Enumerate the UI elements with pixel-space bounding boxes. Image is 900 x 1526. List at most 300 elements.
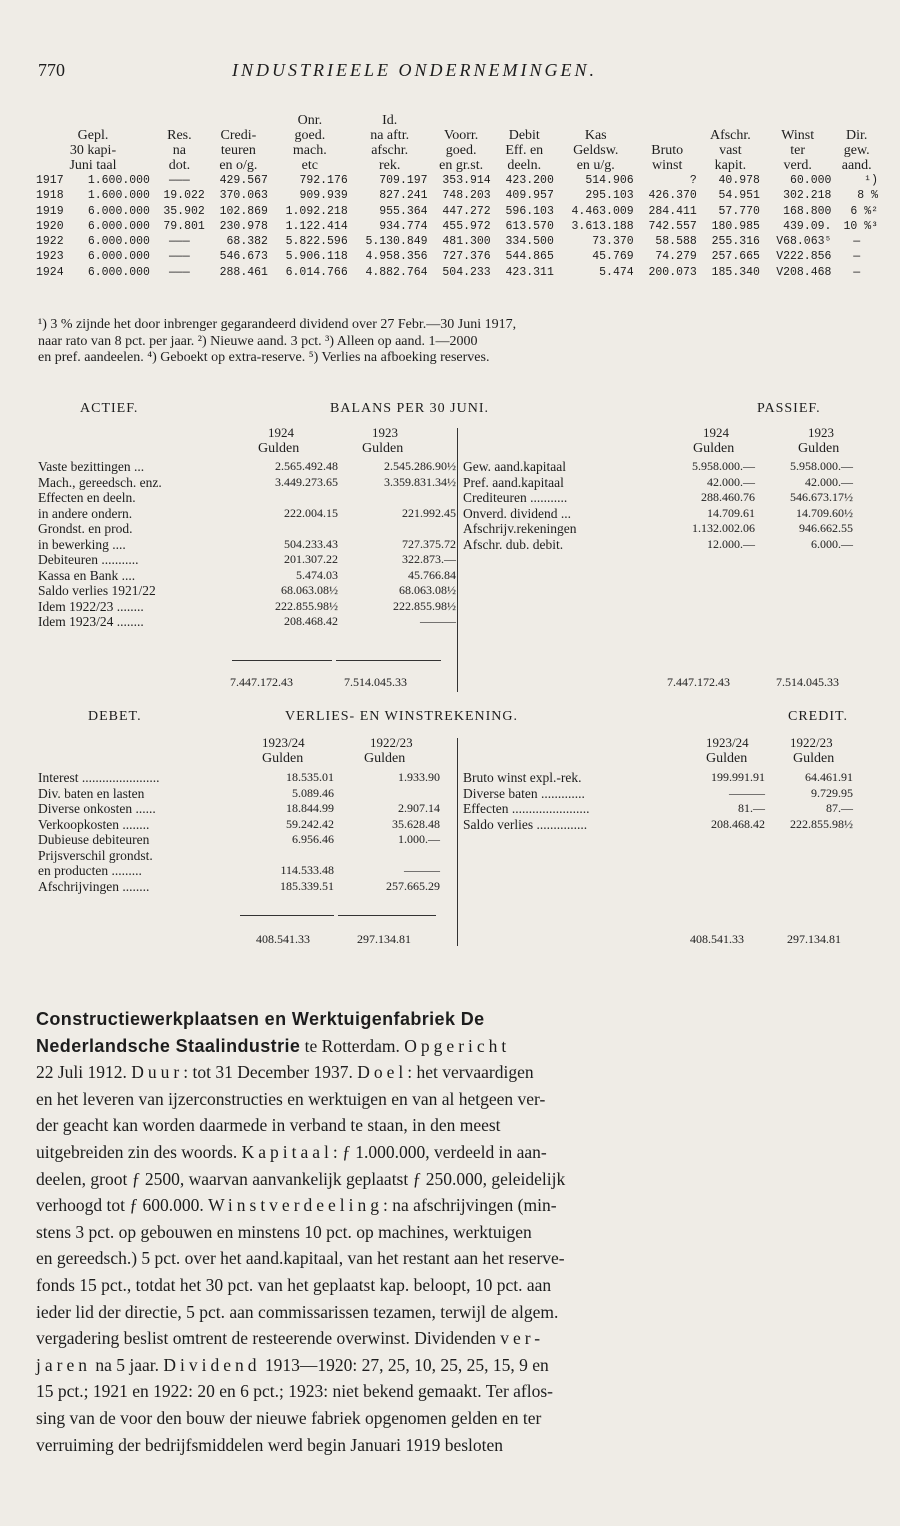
actief-row — [38, 475, 458, 491]
stats-value-cell: 370.063 — [219, 189, 268, 203]
credit-label: Effecten ....................... — [463, 801, 590, 816]
credit-value: 87.— — [826, 801, 853, 815]
stats-value-cell: V222.856 — [776, 250, 832, 264]
stats-header-cell: dot. — [168, 158, 191, 173]
actief-row — [38, 506, 458, 522]
debet-value: 18.844.99 — [286, 801, 334, 815]
debet-row — [38, 817, 458, 833]
footnotes — [38, 317, 878, 367]
stats-header-cell: goed. — [445, 143, 477, 158]
stats-value-cell: 6 %² — [850, 204, 878, 218]
credit-row — [463, 801, 853, 817]
pl-currency: Gulden — [262, 751, 304, 766]
debet-value: 1.933.90 — [398, 770, 440, 784]
actief-value: 68.063.08½ — [399, 583, 456, 597]
stats-header-cell: rek. — [378, 158, 401, 173]
stats-value-cell: 827.241 — [379, 189, 428, 203]
stats-value-cell: 302.218 — [783, 189, 832, 203]
stats-header-cell: Winst — [781, 128, 815, 143]
stats-header-cell: Voorr. — [443, 128, 479, 143]
stats-header-cell: aand. — [841, 158, 872, 173]
passief-value: 42.000.— — [707, 474, 755, 489]
pl-title: VERLIES- EN WINSTREKENING. — [285, 709, 518, 724]
balance-currency: Gulden — [258, 441, 300, 456]
stats-header-cell — [152, 113, 207, 128]
passief-label: Onverd. dividend ... — [463, 505, 571, 521]
stats-header-cell: Afschr. — [709, 128, 751, 143]
credit-label: Saldo verlies ............... — [463, 816, 588, 832]
balance-currency: Gulden — [362, 441, 404, 456]
balance-year-1924-right: 1924 — [703, 425, 729, 440]
debet-row — [38, 786, 458, 802]
actief-value: 208.468.42 — [284, 614, 338, 628]
stats-value-cell: 514.906 — [585, 174, 634, 187]
credit-row — [463, 786, 853, 802]
stats-header-cell — [556, 113, 636, 128]
rule — [240, 915, 334, 916]
passief-value: 14.709.61 — [707, 505, 755, 520]
credit-value: 64.461.91 — [805, 770, 853, 784]
stats-value-cell: — — [853, 250, 861, 264]
stats-value-cell: — — [853, 265, 861, 279]
passief-row — [463, 521, 853, 537]
stats-value-cell: 504.233 — [442, 265, 491, 279]
actief-label: Idem 1923/24 ........ — [38, 614, 144, 629]
stats-year-cell: 1917 — [36, 174, 64, 187]
stats-header-cell: en gr.st. — [439, 158, 484, 173]
stats-header-cell: en o/g. — [219, 158, 258, 173]
passief-list — [463, 459, 853, 552]
stats-header-cell — [833, 113, 880, 128]
passief-value: 1.132.002.06 — [692, 521, 755, 535]
stats-year-cell: 1924 — [36, 265, 64, 279]
credit-label: Bruto winst expl.-rek. — [463, 770, 582, 785]
actief-row — [38, 583, 458, 599]
stats-value-cell: 1.092.218 — [285, 204, 348, 218]
stats-header-cell: Credi- — [220, 128, 257, 143]
credit-value: 9.729.95 — [811, 785, 853, 800]
actief-value: 322.873.— — [402, 552, 456, 566]
stats-header-cell: verd. — [783, 158, 812, 173]
stats-header-cell: winst — [652, 158, 683, 173]
actief-row — [38, 568, 458, 584]
passief-row — [463, 506, 853, 522]
debet-row — [38, 848, 458, 864]
stats-header-cell: Onr. — [297, 113, 323, 128]
entry-line: fonds 15 pct., totdat het 30 pct. van het geplaatst kap. beloopt, 10 pct. aan — [36, 1274, 552, 1295]
stats-header-cell: Kas — [584, 128, 607, 143]
debet-label: Interest ....................... — [38, 770, 160, 785]
stats-value-cell: 439.09. — [783, 219, 832, 233]
stats-value-cell: 35.902 — [163, 204, 205, 218]
stats-value-cell: 295.103 — [585, 189, 634, 203]
company-name: Constructiewerkplaatsen en Werktuigenfabriek De — [36, 1009, 485, 1029]
actief-value: 201.307.22 — [284, 552, 338, 566]
debet-value: 18.535.01 — [286, 770, 334, 784]
stats-value-cell: 68.382 — [226, 235, 268, 249]
stats-value-cell: 423.200 — [505, 174, 554, 187]
debet-value: 185.339.51 — [280, 878, 334, 893]
actief-row — [38, 552, 458, 568]
stats-value-cell: 185.340 — [711, 265, 760, 279]
statistics-table — [34, 113, 880, 280]
footnote-line: naar rato van 8 pct. per jaar. ²) Nieuwe aand. 3 pct. ³) Alleen op aand. 1—2000 — [38, 333, 478, 349]
passief-value: 946.662.55 — [799, 521, 853, 535]
stats-header-cell: Juni taal — [69, 158, 117, 173]
stats-value-cell: 447.272 — [442, 204, 491, 218]
debet-row — [38, 801, 458, 817]
stats-header-cell — [34, 113, 152, 128]
stats-value-cell: 742.557 — [648, 219, 697, 233]
debet-list — [38, 770, 458, 894]
passief-value: 6.000.— — [811, 536, 853, 551]
actief-label: Debiteuren ........... — [38, 552, 139, 567]
stats-value-cell: 429.567 — [219, 174, 268, 187]
actief-value: 221.992.45 — [402, 505, 456, 520]
stats-year-cell: 1920 — [36, 219, 64, 233]
stats-header-cell: na aftr. — [370, 128, 410, 143]
pl-year-1922-23: 1922/23 — [370, 735, 413, 750]
credit-total-1923-24: 408.541.33 — [690, 932, 744, 946]
passief-value: 288.460.76 — [701, 490, 755, 504]
stats-value-cell: 5.906.118 — [285, 250, 348, 264]
footnote-line: en pref. aandeelen. ⁴) Geboekt op extra-reserve. ⁵) Verlies na afboeking reserves. — [38, 350, 490, 365]
stats-value-cell: 613.570 — [505, 219, 554, 233]
actief-row — [38, 521, 458, 537]
passief-value: 14.709.60½ — [796, 505, 853, 520]
actief-value: ——— — [420, 614, 456, 628]
stats-value-cell: 5.822.596 — [285, 235, 348, 249]
entry-line: jaren na 5 jaar. Dividend 1913—1920: 27, 25, 10, 25, 25, 15, 9 en — [36, 1354, 549, 1375]
actief-row — [38, 537, 458, 553]
stats-value-cell: 934.774 — [379, 219, 428, 233]
footnote-line: ¹) 3 % zijnde het door inbrenger gegarandeerd dividend over 27 Febr.—30 Juni 1917, — [38, 317, 517, 332]
entry-line: der geacht kan worden daarmede in verband te staan, in den meest — [36, 1115, 501, 1136]
stats-row — [34, 219, 880, 234]
stats-year-cell: 1923 — [36, 250, 64, 264]
passief-row — [463, 459, 853, 475]
stats-header-cell: Eff. en — [505, 143, 544, 158]
entry-line: 15 pct.; 1921 en 1922: 20 en 6 pct.; 1923: niet bekend gemaakt. Ter aflos- — [36, 1381, 554, 1402]
stats-value-cell: 423.311 — [505, 265, 554, 279]
entry-line: ieder lid der directie, 5 pct. aan commissarissen tezamen, terwijl de algem. — [36, 1301, 559, 1322]
actief-total-1924: 7.447.172.43 — [230, 675, 293, 689]
actief-value: 222.004.15 — [284, 505, 338, 520]
stats-header-cell: en u/g. — [576, 158, 615, 173]
entry-line: stens 3 pct. op gebouwen en minstens 10 pct. op machines, werktuigen — [36, 1221, 532, 1242]
stats-value-cell: 6.000.000 — [87, 265, 150, 279]
balance-year-1924: 1924 — [268, 425, 294, 440]
stats-header-cell: Geldsw. — [573, 143, 619, 158]
stats-header-cell: vast — [719, 143, 742, 158]
stats-value-cell: 1.600.000 — [87, 189, 150, 203]
balance-title: BALANS PER 30 JUNI. — [330, 401, 490, 416]
debet-total-1922-23: 297.134.81 — [357, 932, 411, 946]
stats-row — [34, 173, 880, 188]
stats-value-cell: 909.939 — [299, 189, 348, 203]
balance-year-1923-right: 1923 — [808, 425, 834, 440]
stats-header-cell: kapit. — [714, 158, 747, 173]
stats-value-cell: 4.463.009 — [571, 204, 634, 218]
actief-row — [38, 599, 458, 615]
passief-label: Gew. aand.kapitaal — [463, 459, 566, 474]
actief-label: Saldo verlies 1921/22 — [38, 583, 156, 598]
balance-year-1923: 1923 — [372, 425, 398, 440]
stats-year-cell: 1919 — [36, 204, 64, 218]
stats-value-cell: 255.316 — [711, 235, 760, 249]
actief-row — [38, 490, 458, 506]
stats-value-cell: 102.869 — [219, 204, 268, 218]
stats-value-cell: 73.370 — [592, 235, 634, 249]
stats-value-cell: 4.882.764 — [365, 265, 428, 279]
rule — [232, 660, 332, 661]
stats-value-cell: 5.474 — [599, 265, 634, 279]
entry-line: verhoogd tot ƒ 600.000. Winstverdeeling: na afschrijvingen (min- — [36, 1195, 557, 1216]
stats-value-cell: V68.063⁵ — [776, 235, 832, 249]
stats-header-cell — [699, 113, 762, 128]
stats-value-cell: 79.801 — [163, 219, 205, 233]
stats-value-cell: 596.103 — [505, 204, 554, 218]
stats-value-cell: 288.461 — [219, 265, 268, 279]
passief-title: PASSIEF. — [757, 401, 821, 416]
debet-row — [38, 770, 458, 786]
stats-value-cell: ¹) — [864, 174, 878, 187]
stats-value-cell: 1.122.414 — [285, 219, 348, 233]
actief-value: 45.766.84 — [408, 567, 456, 582]
pl-currency: Gulden — [706, 751, 748, 766]
actief-value: 2.545.286.90½ — [384, 459, 456, 473]
debet-value: 59.242.42 — [286, 816, 334, 831]
stats-value-cell: 546.673 — [219, 250, 268, 264]
actief-value: 3.449.273.65 — [275, 474, 338, 489]
passief-value: 42.000.— — [805, 474, 853, 489]
stats-value-cell: ——— — [169, 265, 190, 279]
stats-value-cell: 455.972 — [442, 219, 491, 233]
entry-line: deelen, groot ƒ 2500, waarvan aanvankelijk geplaatst ƒ 250.000, geleidelijk — [36, 1168, 566, 1189]
credit-label: Diverse baten ............. — [463, 785, 585, 801]
stats-value-cell: 748.203 — [442, 189, 491, 203]
debet-value: 6.956.46 — [292, 832, 334, 846]
stats-value-cell: 230.978 — [219, 219, 268, 233]
debet-value: 2.907.14 — [398, 801, 440, 815]
actief-value: 3.359.831.34½ — [384, 474, 456, 489]
passief-label: Crediteuren ........... — [463, 490, 568, 505]
stats-header-cell: etc — [301, 158, 318, 173]
credit-value: 208.468.42 — [711, 816, 765, 831]
stats-header-cell: mach. — [292, 143, 327, 158]
stats-value-cell: 257.665 — [711, 250, 760, 264]
page-number: 770 — [38, 60, 65, 80]
balance-currency: Gulden — [693, 441, 735, 456]
credit-value: 199.991.91 — [711, 770, 765, 784]
debet-label: Verkoopkosten ........ — [38, 816, 150, 832]
stats-value-cell: 45.769 — [592, 250, 634, 264]
actief-label: in andere ondern. — [38, 505, 133, 521]
stats-value-cell: — — [853, 235, 861, 249]
stats-header-cell: Dir. — [846, 128, 868, 143]
stats-row — [34, 249, 880, 264]
debet-value: ——— — [404, 863, 440, 877]
stats-value-cell: 6.000.000 — [87, 219, 150, 233]
stats-value-cell: 58.588 — [655, 235, 697, 249]
debet-row — [38, 879, 458, 895]
stats-value-cell: 6.000.000 — [87, 250, 150, 264]
stats-header-cell: Bruto — [651, 143, 684, 158]
stats-value-cell: 481.300 — [442, 235, 491, 249]
debet-label: Div. baten en lasten — [38, 785, 145, 801]
stats-header-cell — [207, 113, 270, 128]
stats-value-cell: ——— — [169, 174, 190, 187]
stats-value-cell: 426.370 — [648, 189, 697, 203]
stats-value-cell: 6.000.000 — [87, 204, 150, 218]
stats-value-cell: 284.411 — [648, 204, 697, 218]
debet-title: DEBET. — [88, 709, 142, 724]
debet-label: Afschrijvingen ........ — [38, 878, 150, 894]
entry-line: vergadering beslist omtrent de resteerende overwinst. Dividenden ver- — [36, 1328, 545, 1349]
actief-label: Mach., gereedsch. enz. — [38, 474, 162, 490]
passief-row — [463, 475, 853, 491]
entry-line: uitgebreiden zin des woords. Kapitaal: ƒ 1.000.000, verdeeld in aan- — [36, 1141, 547, 1162]
passief-row — [463, 537, 853, 553]
pl-currency: Gulden — [364, 751, 406, 766]
stats-value-cell: ——— — [169, 250, 190, 264]
stats-header-cell: Id. — [382, 113, 398, 128]
entry-line: verruiming der bedrijfsmiddelen werd begin Januari 1919 besloten — [36, 1434, 504, 1455]
actief-label: Effecten en deeln. — [38, 490, 136, 505]
credit-row — [463, 770, 853, 786]
debet-label: Prijsverschil grondst. — [38, 847, 153, 863]
stats-value-cell: 3.613.188 — [571, 219, 634, 233]
stats-value-cell: 54.951 — [718, 189, 760, 203]
stats-header-cell — [493, 113, 556, 128]
stats-value-cell: 1.600.000 — [87, 174, 150, 187]
stats-value-cell: 544.865 — [505, 250, 554, 264]
actief-row — [38, 459, 458, 475]
actief-row — [38, 614, 458, 630]
stats-header-row — [34, 128, 880, 143]
rule — [336, 660, 441, 661]
passief-value: 5.958.000.— — [790, 459, 853, 473]
rule — [338, 915, 436, 916]
stats-header-row — [34, 158, 880, 173]
actief-label: in bewerking .... — [38, 536, 126, 552]
stats-year-cell: 1918 — [36, 189, 64, 203]
stats-value-cell: 709.197 — [379, 174, 428, 187]
stats-header-cell: gew. — [843, 143, 870, 158]
stats-value-cell: 168.800 — [783, 204, 832, 218]
passief-label: Pref. aand.kapitaal — [463, 474, 564, 490]
credit-value: 81.— — [738, 801, 765, 815]
entry-line: 22 Juli 1912. Duur: tot 31 December 1937. Doel: het vervaardigen — [36, 1062, 534, 1083]
stats-row — [34, 204, 880, 219]
stats-value-cell: 409.957 — [505, 189, 554, 203]
debet-value: 35.628.48 — [392, 816, 440, 831]
passief-label: Afschrijv.rekeningen — [463, 521, 577, 536]
stats-header-cell: Res. — [167, 128, 192, 143]
stats-value-cell: 8 % — [857, 189, 878, 203]
entry-line: en het leveren van ijzerconstructies en werktuigen en van al hetgeen ver- — [36, 1088, 546, 1109]
passief-value: 12.000.— — [707, 536, 755, 551]
debet-label: en producten ......... — [38, 863, 142, 878]
actief-label: Vaste bezittingen ... — [38, 459, 145, 474]
passief-label: Afschr. dub. debit. — [463, 536, 564, 552]
debet-label: Dubieuse debiteuren — [38, 832, 150, 847]
actief-value: 504.233.43 — [284, 536, 338, 551]
actief-value: 2.565.492.48 — [275, 459, 338, 473]
stats-value-cell: 40.978 — [718, 174, 760, 187]
stats-value-cell: 6.014.766 — [285, 265, 348, 279]
stats-header-cell: ter — [790, 143, 806, 158]
stats-value-cell: 353.914 — [442, 174, 491, 187]
pl-year-1923-24-right: 1923/24 — [706, 735, 749, 750]
stats-value-cell: 200.073 — [648, 265, 697, 279]
passief-total-1923: 7.514.045.33 — [776, 675, 839, 689]
stats-header-cell — [636, 128, 699, 143]
entry-line: sing van de voor den bouw der nieuwe fabriek opgenomen gelden en ter — [36, 1407, 542, 1428]
debet-value: 114.533.48 — [280, 863, 334, 877]
debet-label: Diverse onkosten ...... — [38, 801, 156, 816]
balance-divider — [457, 428, 458, 692]
actief-total-1923: 7.514.045.33 — [344, 675, 407, 689]
stats-header-row — [34, 143, 880, 158]
actief-value: 727.375.72 — [402, 536, 456, 551]
running-title: INDUSTRIEELE ONDERNEMINGEN. — [232, 60, 597, 80]
stats-header-cell: Gepl. — [77, 128, 109, 143]
stats-row — [34, 234, 880, 249]
passief-value: 546.673.17½ — [790, 490, 853, 504]
pl-divider — [457, 738, 458, 946]
stats-header-cell: afschr. — [371, 143, 409, 158]
company-entry — [36, 1006, 852, 1458]
debet-total-1923-24: 408.541.33 — [256, 932, 310, 946]
actief-value: 222.855.98½ — [275, 598, 338, 613]
stats-value-cell: ——— — [169, 235, 190, 249]
actief-list — [38, 459, 458, 630]
company-name: Nederlandsche Staalindustrie — [36, 1035, 301, 1056]
stats-header-cell: goed. — [294, 128, 326, 143]
stats-value-cell: ? — [689, 174, 697, 187]
pl-year-1922-23-right: 1922/23 — [790, 735, 833, 750]
debet-row — [38, 863, 458, 879]
stats-value-cell: 792.176 — [299, 174, 348, 187]
stats-row — [34, 265, 880, 280]
actief-value: 5.474.03 — [296, 567, 338, 582]
actief-title: ACTIEF. — [80, 401, 139, 416]
stats-value-cell: 60.000 — [790, 174, 832, 187]
passief-row — [463, 490, 853, 506]
debet-value: 1.000.— — [398, 832, 440, 846]
stats-value-cell: 57.770 — [718, 204, 760, 218]
stats-row — [34, 188, 880, 203]
stats-header-cell: Debit — [508, 128, 540, 143]
stats-header-cell: na — [172, 143, 186, 158]
stats-header-cell — [430, 113, 493, 128]
debet-row — [38, 832, 458, 848]
stats-value-cell: 955.364 — [379, 204, 428, 218]
debet-value: 257.665.29 — [386, 878, 440, 893]
stats-header-cell: deeln. — [507, 158, 542, 173]
actief-value: 222.855.98½ — [393, 598, 456, 613]
stats-header-row — [34, 113, 880, 128]
actief-label: Idem 1922/23 ........ — [38, 598, 144, 614]
pl-currency: Gulden — [793, 751, 835, 766]
entry-line — [36, 1006, 852, 1033]
entry-line: en gereedsch.) 5 pct. over het aand.kapitaal, van het restant aan het reserve- — [36, 1248, 565, 1269]
actief-label: Kassa en Bank .... — [38, 567, 136, 583]
actief-label: Grondst. en prod. — [38, 521, 133, 536]
credit-title: CREDIT. — [788, 709, 849, 724]
stats-value-cell: 334.500 — [505, 235, 554, 249]
